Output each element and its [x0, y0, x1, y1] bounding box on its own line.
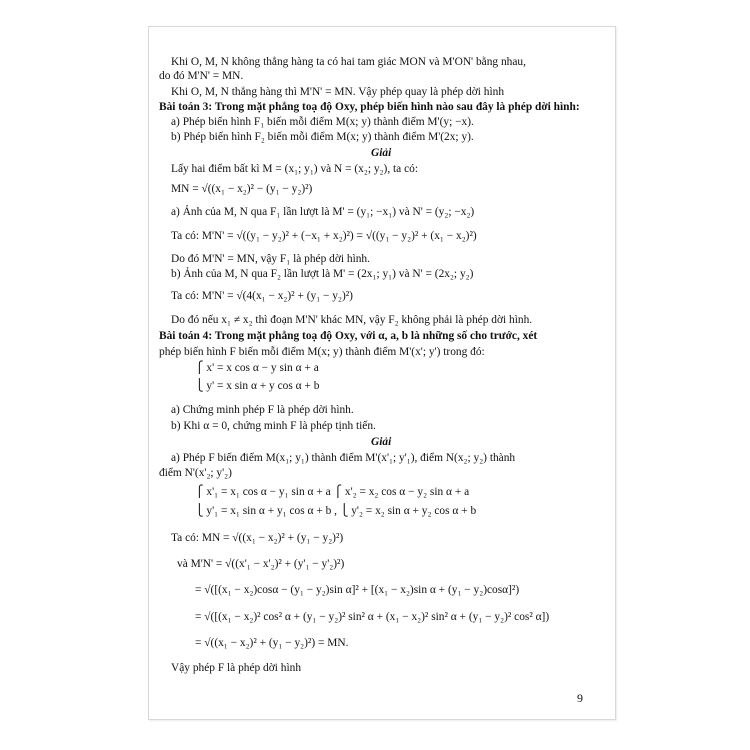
- text-line: a) Chứng minh phép F là phép dời hình.: [171, 404, 354, 416]
- text-line: a) Phép biến hình F₁ biến mỗi điểm M(x; y) thành điểm M'(y; −x).: [171, 116, 474, 128]
- solution-heading: Giải: [371, 147, 392, 159]
- text-line: Lấy hai điểm bất kì M = (x₁; y₁) và N = (x₂; y₂), ta có:: [171, 163, 418, 175]
- formula-line: = √([(x₁ − x₂)cosα − (y₁ − y₂)sin α]² + [(x₁ − x₂)sin α + (y₁ − y₂)cosα]²): [195, 584, 520, 596]
- text-line: Khi O, M, N thẳng hàng thì M'N' = MN. Vậy phép quay là phép dời hình: [171, 86, 505, 98]
- text-line: Do đó M'N' = MN, vậy F₁ là phép dời hình.: [171, 253, 370, 265]
- text-line: Do đó nếu x₁ ≠ x₂ thì đoạn M'N' khác MN, vậy F₂ không phải là phép dời hình.: [171, 314, 533, 326]
- formula-line: Ta có: M'N' = √(4(x₁ − x₂)² + (y₁ − y₂)²): [171, 290, 353, 302]
- text-line: Vậy phép F là phép dời hình: [171, 662, 302, 674]
- text-line: b) Phép biến hình F₂ biến mỗi điểm M(x; y) thành điểm M'(2x; y).: [171, 131, 474, 143]
- formula-line: Ta có: M'N' = √((y₁ − y₂)² + (−x₁ + x₂)²) = √((y₁ − y₂)² + (x₁ − x₂)²): [171, 230, 477, 242]
- text-line: b) Khi α = 0, chứng minh F là phép tịnh tiến.: [171, 420, 376, 432]
- text-line: a) Ảnh của M, N qua F₁ lần lượt là M' = (y₁; −x₁) và N' = (y₂; −x₂): [171, 206, 475, 218]
- formula-line: = √((x₁ − x₂)² + (y₁ − y₂)²) = MN.: [195, 637, 349, 649]
- text-line: b) Ảnh của M, N qua F₂ lần lượt là M' = (2x₁; y₁) và N' = (2x₂; y₂): [171, 268, 474, 280]
- formula-line: MN = √((x₁ − x₂)² − (y₁ − y₂)²): [171, 183, 313, 195]
- formula-line: = √([(x₁ − x₂)² cos² α + (y₁ − y₂)² sin² α + (x₁ − x₂)² sin² α + (y₁ − y₂)² cos² α]): [195, 611, 550, 623]
- system-line: ⎩ y' = x sin α + y cos α + b: [195, 380, 320, 392]
- text-line: Khi O, M, N không thẳng hàng ta có hai tam giác MON và M'ON' bằng nhau,: [171, 56, 526, 68]
- system-line: ⎧ x'₁ = x₁ cos α − y₁ sin α + a ⎧ x'₂ = x₂ cos α − y₂ sin α + a: [195, 486, 470, 498]
- text-line: a) Phép F biến điểm M(x₁; y₁) thành điểm M'(x'₁; y'₁), điểm N(x₂; y₂) thành: [171, 452, 516, 464]
- problem-heading: Bài toán 3: Trong mặt phẳng toạ độ Oxy, phép biến hình nào sau đây là phép dời hình:: [159, 101, 580, 113]
- solution-heading: Giải: [371, 436, 392, 448]
- system-line: ⎧ x' = x cos α − y sin α + a: [195, 362, 319, 374]
- text-line: do đó M'N' = MN.: [159, 70, 244, 82]
- formula-line: Ta có: MN = √((x₁ − x₂)² + (y₁ − y₂)²): [171, 532, 344, 544]
- system-line: ⎩ y'₁ = x₁ sin α + y₁ cos α + b , ⎩ y'₂ = x₂ sin α + y₂ cos α + b: [195, 505, 477, 517]
- text-line: điểm N'(x'₂; y'₂): [159, 467, 232, 479]
- formula-line: và M'N' = √((x'₁ − x'₂)² + (y'₁ − y'₂)²): [177, 558, 345, 570]
- page-number: 9: [577, 691, 583, 705]
- document-page: [148, 26, 616, 720]
- problem-heading: Bài toán 4: Trong mặt phẳng toạ độ Oxy, với α, a, b là những số cho trước, xét: [159, 330, 538, 342]
- text-line: phép biến hình F biến mỗi điểm M(x; y) thành điểm M'(x'; y') trong đó:: [159, 346, 485, 358]
